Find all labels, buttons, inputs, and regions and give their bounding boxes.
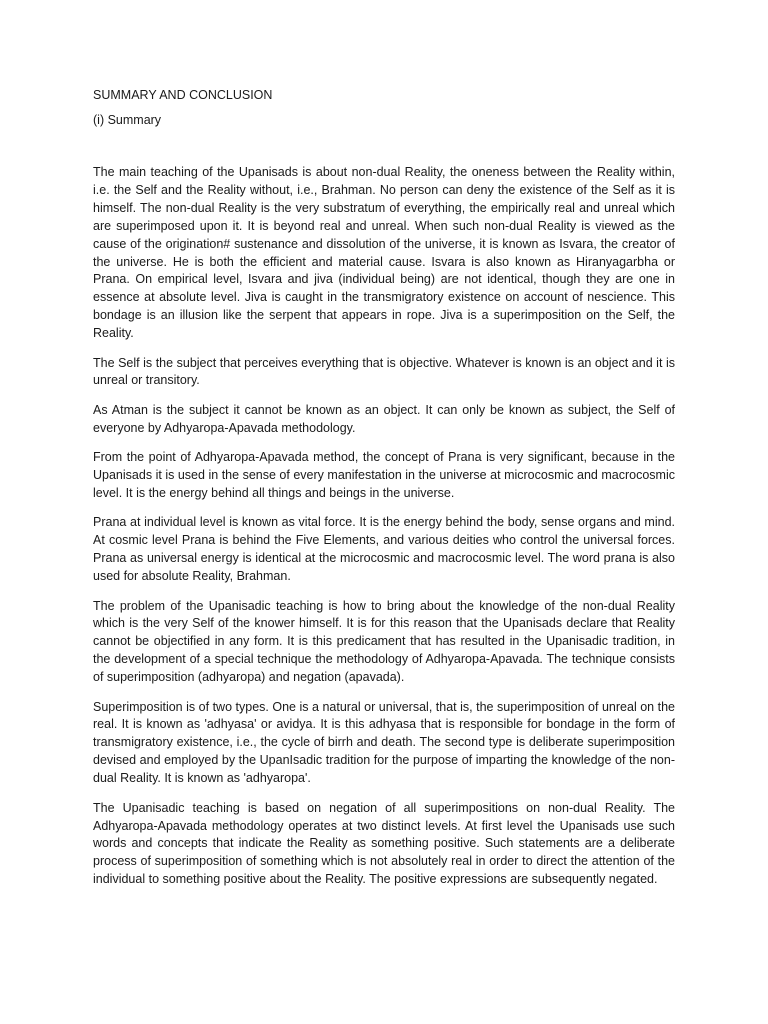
document-heading: SUMMARY AND CONCLUSION bbox=[93, 88, 273, 102]
paragraph: Superimposition is of two types. One is a natural or universal, that is, the superimposition of unreal on the real. It is known as 'adhyasa' or avidya. It is this adhyasa that is responsible for bondage in the form of transmigratory existence, i.e., the cycle of birrh and death. The second type is deliberate superimposition devised and employed by the UpanIsadic tradition for the purpose of imparting the knowledge of the non-dual Reality. It is known as 'adhyaropa'. bbox=[93, 699, 675, 786]
paragraph: Prana at individual level is known as vital force. It is the energy behind the body, sense organs and mind. At cosmic level Prana is behind the Five Elements, and various deities who control the universal forces. Prana as universal energy is identical at the microcosmic and macrocosmic level. The word prana is also used for absolute Reality, Brahman. bbox=[93, 515, 675, 584]
paragraph: From the point of Adhyaropa-Apavada method, the concept of Prana is very significant, because in the Upanisads it is used in the sense of every manifestation in the universe at microcosmic and macrocosmic level. It is the energy behind all things and beings in the universe. bbox=[93, 450, 675, 500]
paragraph: The problem of the Upanisadic teaching is how to bring about the knowledge of the non-dual Reality which is the very Self of the knower himself. It is for this reason that the Upanisads declare that Reality cannot be objectified in any form. It is this predicament that has resulted in the Upanisadic tradition, in the development of a special technique the methodology of Adhyaropa-Apavada. The technique consists of superimposition (adhyaropa) and negation (apavada). bbox=[93, 598, 675, 685]
paragraph: The main teaching of the Upanisads is about non-dual Reality, the oneness between the Reality within, i.e. the Self and the Reality without, i.e., Brahman. No person can deny the existence of the Self as it is himself. The non-dual Reality is the very substratum of everything, the empirically real and unreal which are superimposed upon it. It is beyond real and unreal. When such non-dual Reality is viewed as the cause of the origination# sustenance and dissolution of the universe, it is known as Isvara, the creator of the universe. He is both the efficient and material cause. Isvara is also known as Hiranyagarbha or Prana. On empirical level, Isvara and jiva (individual being) are not identical, though they are one in essence at absolute level. Jiva is caught in the transmigratory existence on account of nescience. This bondage is an illusion like the serpent that appears in rope. Jiva is a superimposition on the Self, the Reality. bbox=[93, 165, 675, 341]
paragraph: As Atman is the subject it cannot be known as an object. It can only be known as subject, the Self of everyone by Adhyaropa-Apavada methodology. bbox=[93, 402, 675, 435]
paragraph: The Self is the subject that perceives everything that is objective. Whatever is known is an object and it is unreal or transitory. bbox=[93, 355, 675, 388]
paragraph: The Upanisadic teaching is based on negation of all superimpositions on non-dual Reality. The Adhyaropa-Apavada methodology operates at two distinct levels. At first level the Upanisads use such words and concepts that indicate the Reality as something positive. Such statements are a deliberate process of superimposition of something which is not absolutely real in order to direct the attention of the individual to something positive about the Reality. The positive expressions are subsequently negated. bbox=[93, 800, 675, 887]
document-subheading: (i) Summary bbox=[93, 113, 162, 127]
document-body bbox=[93, 164, 675, 889]
document-page bbox=[93, 86, 675, 889]
